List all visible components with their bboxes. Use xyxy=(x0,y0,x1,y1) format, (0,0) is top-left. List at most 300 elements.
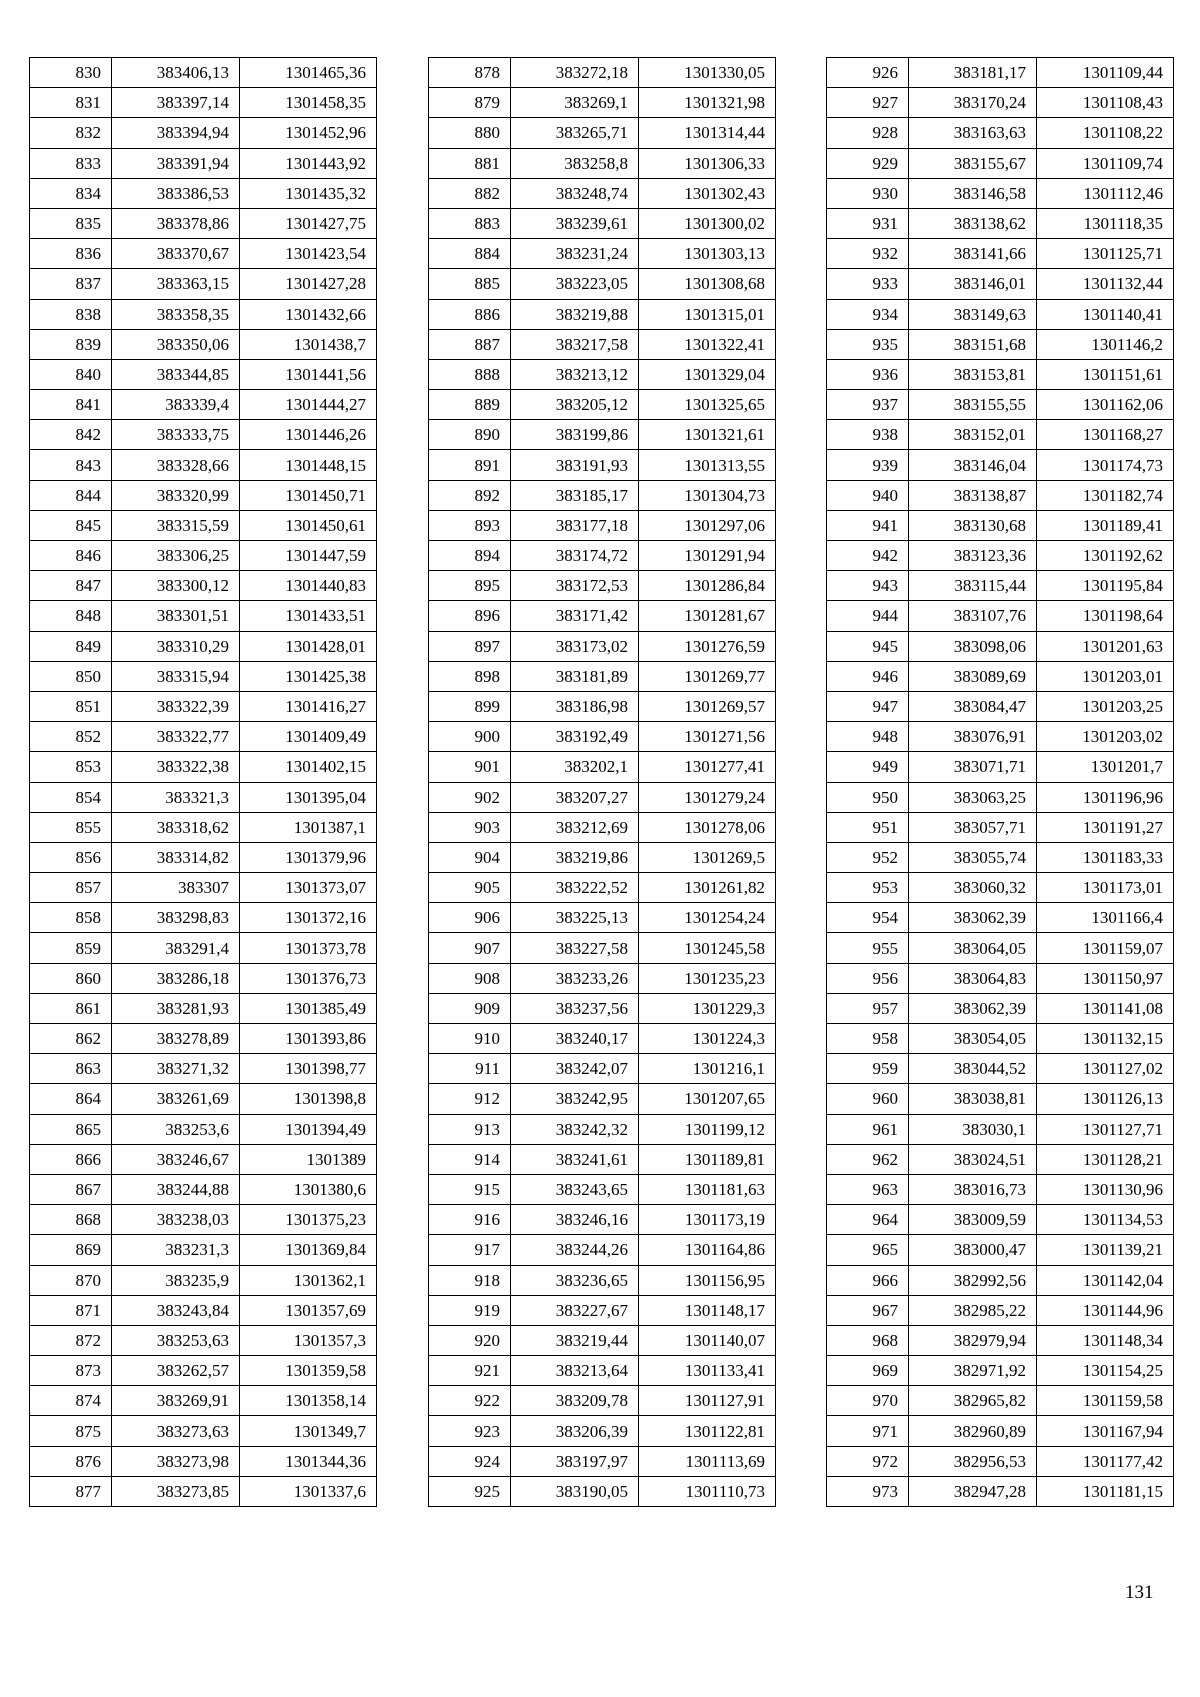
point-number-cell: 946 xyxy=(827,661,909,691)
y-coordinate-cell: 1301297,06 xyxy=(639,510,776,540)
point-number-cell: 907 xyxy=(429,933,511,963)
point-number-cell: 840 xyxy=(30,359,112,389)
x-coordinate-cell: 383219,44 xyxy=(511,1325,639,1355)
x-coordinate-cell: 383138,87 xyxy=(909,480,1037,510)
x-coordinate-cell: 383242,07 xyxy=(511,1054,639,1084)
x-coordinate-cell: 383155,67 xyxy=(909,148,1037,178)
point-number-cell: 951 xyxy=(827,812,909,842)
y-coordinate-cell: 1301398,8 xyxy=(240,1084,377,1114)
point-number-cell: 879 xyxy=(429,88,511,118)
x-coordinate-cell: 383273,85 xyxy=(112,1476,240,1506)
table-row xyxy=(429,299,776,329)
table-row xyxy=(30,812,377,842)
y-coordinate-cell: 1301358,14 xyxy=(240,1386,377,1416)
x-coordinate-cell: 383235,9 xyxy=(112,1265,240,1295)
x-coordinate-cell: 383089,69 xyxy=(909,661,1037,691)
table-row xyxy=(429,1114,776,1144)
x-coordinate-cell: 383253,63 xyxy=(112,1325,240,1355)
y-coordinate-cell: 1301201,7 xyxy=(1037,752,1174,782)
x-coordinate-cell: 383146,04 xyxy=(909,450,1037,480)
y-coordinate-cell: 1301321,61 xyxy=(639,420,776,450)
y-coordinate-cell: 1301156,95 xyxy=(639,1265,776,1295)
point-number-cell: 896 xyxy=(429,601,511,631)
table-row xyxy=(827,691,1174,721)
x-coordinate-cell: 383055,74 xyxy=(909,842,1037,872)
x-coordinate-cell: 383227,67 xyxy=(511,1295,639,1325)
x-coordinate-cell: 383237,56 xyxy=(511,993,639,1023)
y-coordinate-cell: 1301450,71 xyxy=(240,480,377,510)
coordinates-table-body xyxy=(827,58,1174,1507)
y-coordinate-cell: 1301261,82 xyxy=(639,873,776,903)
y-coordinate-cell: 1301199,12 xyxy=(639,1114,776,1144)
y-coordinate-cell: 1301245,58 xyxy=(639,933,776,963)
point-number-cell: 929 xyxy=(827,148,909,178)
point-number-cell: 900 xyxy=(429,722,511,752)
x-coordinate-cell: 383063,25 xyxy=(909,782,1037,812)
point-number-cell: 943 xyxy=(827,571,909,601)
x-coordinate-cell: 383322,38 xyxy=(112,752,240,782)
table-row xyxy=(30,420,377,450)
table-row xyxy=(827,1476,1174,1506)
y-coordinate-cell: 1301373,78 xyxy=(240,933,377,963)
y-coordinate-cell: 1301435,32 xyxy=(240,178,377,208)
table-row xyxy=(429,661,776,691)
x-coordinate-cell: 383171,42 xyxy=(511,601,639,631)
x-coordinate-cell: 383219,88 xyxy=(511,299,639,329)
y-coordinate-cell: 1301269,5 xyxy=(639,842,776,872)
x-coordinate-cell: 383219,86 xyxy=(511,842,639,872)
table-row xyxy=(827,722,1174,752)
table-row xyxy=(30,993,377,1023)
table-row xyxy=(827,299,1174,329)
x-coordinate-cell: 383190,05 xyxy=(511,1476,639,1506)
y-coordinate-cell: 1301140,07 xyxy=(639,1325,776,1355)
x-coordinate-cell: 383009,59 xyxy=(909,1205,1037,1235)
point-number-cell: 892 xyxy=(429,480,511,510)
x-coordinate-cell: 383298,83 xyxy=(112,903,240,933)
point-number-cell: 927 xyxy=(827,88,909,118)
x-coordinate-cell: 383062,39 xyxy=(909,993,1037,1023)
point-number-cell: 964 xyxy=(827,1205,909,1235)
table-row xyxy=(429,1295,776,1325)
y-coordinate-cell: 1301452,96 xyxy=(240,118,377,148)
y-coordinate-cell: 1301159,58 xyxy=(1037,1386,1174,1416)
table-row xyxy=(429,722,776,752)
y-coordinate-cell: 1301279,24 xyxy=(639,782,776,812)
y-coordinate-cell: 1301173,19 xyxy=(639,1205,776,1235)
x-coordinate-cell: 383173,02 xyxy=(511,631,639,661)
table-row xyxy=(429,178,776,208)
table-row xyxy=(30,933,377,963)
table-row xyxy=(30,1325,377,1355)
table-row xyxy=(429,752,776,782)
y-coordinate-cell: 1301427,75 xyxy=(240,208,377,238)
point-number-cell: 959 xyxy=(827,1054,909,1084)
x-coordinate-cell: 382992,56 xyxy=(909,1265,1037,1295)
x-coordinate-cell: 383246,16 xyxy=(511,1205,639,1235)
table-row xyxy=(827,571,1174,601)
table-row xyxy=(827,842,1174,872)
point-number-cell: 887 xyxy=(429,329,511,359)
y-coordinate-cell: 1301132,15 xyxy=(1037,1024,1174,1054)
y-coordinate-cell: 1301191,27 xyxy=(1037,812,1174,842)
table-row xyxy=(827,359,1174,389)
point-number-cell: 954 xyxy=(827,903,909,933)
x-coordinate-cell: 383291,4 xyxy=(112,933,240,963)
point-number-cell: 922 xyxy=(429,1386,511,1416)
table-row xyxy=(30,571,377,601)
y-coordinate-cell: 1301398,77 xyxy=(240,1054,377,1084)
table-row xyxy=(827,1295,1174,1325)
table-row xyxy=(429,118,776,148)
y-coordinate-cell: 1301133,41 xyxy=(639,1356,776,1386)
point-number-cell: 885 xyxy=(429,269,511,299)
table-row xyxy=(30,661,377,691)
table-row xyxy=(827,208,1174,238)
point-number-cell: 960 xyxy=(827,1084,909,1114)
table-row xyxy=(30,1265,377,1295)
table-row xyxy=(429,1174,776,1204)
y-coordinate-cell: 1301409,49 xyxy=(240,722,377,752)
y-coordinate-cell: 1301432,66 xyxy=(240,299,377,329)
y-coordinate-cell: 1301427,28 xyxy=(240,269,377,299)
y-coordinate-cell: 1301337,6 xyxy=(240,1476,377,1506)
y-coordinate-cell: 1301281,67 xyxy=(639,601,776,631)
table-row xyxy=(827,390,1174,420)
y-coordinate-cell: 1301304,73 xyxy=(639,480,776,510)
point-number-cell: 861 xyxy=(30,993,112,1023)
y-coordinate-cell: 1301142,04 xyxy=(1037,1265,1174,1295)
y-coordinate-cell: 1301416,27 xyxy=(240,691,377,721)
point-number-cell: 871 xyxy=(30,1295,112,1325)
table-row xyxy=(429,1235,776,1265)
y-coordinate-cell: 1301148,34 xyxy=(1037,1325,1174,1355)
table-row xyxy=(827,510,1174,540)
table-row xyxy=(429,1024,776,1054)
y-coordinate-cell: 1301110,73 xyxy=(639,1476,776,1506)
table-row xyxy=(30,1295,377,1325)
x-coordinate-cell: 383243,65 xyxy=(511,1174,639,1204)
x-coordinate-cell: 383213,64 xyxy=(511,1356,639,1386)
y-coordinate-cell: 1301122,81 xyxy=(639,1416,776,1446)
table-row xyxy=(30,1054,377,1084)
x-coordinate-cell: 383057,71 xyxy=(909,812,1037,842)
y-coordinate-cell: 1301235,23 xyxy=(639,963,776,993)
y-coordinate-cell: 1301277,41 xyxy=(639,752,776,782)
y-coordinate-cell: 1301443,92 xyxy=(240,148,377,178)
table-row xyxy=(827,1205,1174,1235)
table-row xyxy=(30,269,377,299)
point-number-cell: 833 xyxy=(30,148,112,178)
table-row xyxy=(30,1144,377,1174)
x-coordinate-cell: 383191,93 xyxy=(511,450,639,480)
point-number-cell: 962 xyxy=(827,1144,909,1174)
x-coordinate-cell: 383328,66 xyxy=(112,450,240,480)
x-coordinate-cell: 383358,35 xyxy=(112,299,240,329)
table-row xyxy=(429,993,776,1023)
point-number-cell: 932 xyxy=(827,239,909,269)
point-number-cell: 897 xyxy=(429,631,511,661)
y-coordinate-cell: 1301385,49 xyxy=(240,993,377,1023)
point-number-cell: 832 xyxy=(30,118,112,148)
table-row xyxy=(30,1024,377,1054)
table-row xyxy=(30,359,377,389)
table-row xyxy=(827,58,1174,88)
y-coordinate-cell: 1301444,27 xyxy=(240,390,377,420)
y-coordinate-cell: 1301465,36 xyxy=(240,58,377,88)
x-coordinate-cell: 383315,94 xyxy=(112,661,240,691)
x-coordinate-cell: 383397,14 xyxy=(112,88,240,118)
point-number-cell: 958 xyxy=(827,1024,909,1054)
point-number-cell: 839 xyxy=(30,329,112,359)
point-number-cell: 949 xyxy=(827,752,909,782)
x-coordinate-cell: 383064,05 xyxy=(909,933,1037,963)
x-coordinate-cell: 383174,72 xyxy=(511,541,639,571)
y-coordinate-cell: 1301108,43 xyxy=(1037,88,1174,118)
point-number-cell: 891 xyxy=(429,450,511,480)
point-number-cell: 880 xyxy=(429,118,511,148)
point-number-cell: 830 xyxy=(30,58,112,88)
y-coordinate-cell: 1301154,25 xyxy=(1037,1356,1174,1386)
point-number-cell: 858 xyxy=(30,903,112,933)
y-coordinate-cell: 1301278,06 xyxy=(639,812,776,842)
point-number-cell: 863 xyxy=(30,1054,112,1084)
x-coordinate-cell: 383016,73 xyxy=(909,1174,1037,1204)
table-row xyxy=(30,1205,377,1235)
x-coordinate-cell: 383258,8 xyxy=(511,148,639,178)
x-coordinate-cell: 383322,39 xyxy=(112,691,240,721)
x-coordinate-cell: 383044,52 xyxy=(909,1054,1037,1084)
table-row xyxy=(429,1416,776,1446)
table-row xyxy=(30,148,377,178)
point-number-cell: 957 xyxy=(827,993,909,1023)
x-coordinate-cell: 383386,53 xyxy=(112,178,240,208)
point-number-cell: 917 xyxy=(429,1235,511,1265)
point-number-cell: 893 xyxy=(429,510,511,540)
x-coordinate-cell: 383286,18 xyxy=(112,963,240,993)
y-coordinate-cell: 1301291,94 xyxy=(639,541,776,571)
table-row xyxy=(827,480,1174,510)
x-coordinate-cell: 383199,86 xyxy=(511,420,639,450)
y-coordinate-cell: 1301203,01 xyxy=(1037,661,1174,691)
y-coordinate-cell: 1301141,08 xyxy=(1037,993,1174,1023)
y-coordinate-cell: 1301254,24 xyxy=(639,903,776,933)
point-number-cell: 903 xyxy=(429,812,511,842)
table-row xyxy=(30,1174,377,1204)
table-row xyxy=(429,1325,776,1355)
point-number-cell: 904 xyxy=(429,842,511,872)
x-coordinate-cell: 383209,78 xyxy=(511,1386,639,1416)
x-coordinate-cell: 383301,51 xyxy=(112,601,240,631)
table-row xyxy=(429,420,776,450)
y-coordinate-cell: 1301423,54 xyxy=(240,239,377,269)
x-coordinate-cell: 383339,4 xyxy=(112,390,240,420)
x-coordinate-cell: 383242,32 xyxy=(511,1114,639,1144)
x-coordinate-cell: 383151,68 xyxy=(909,329,1037,359)
x-coordinate-cell: 383181,89 xyxy=(511,661,639,691)
y-coordinate-cell: 1301148,17 xyxy=(639,1295,776,1325)
table-row xyxy=(827,812,1174,842)
y-coordinate-cell: 1301369,84 xyxy=(240,1235,377,1265)
point-number-cell: 947 xyxy=(827,691,909,721)
table-row xyxy=(827,1024,1174,1054)
y-coordinate-cell: 1301127,02 xyxy=(1037,1054,1174,1084)
x-coordinate-cell: 383181,17 xyxy=(909,58,1037,88)
y-coordinate-cell: 1301118,35 xyxy=(1037,208,1174,238)
table-row xyxy=(827,118,1174,148)
coordinates-table-1 xyxy=(29,57,377,1507)
x-coordinate-cell: 383064,83 xyxy=(909,963,1037,993)
x-coordinate-cell: 383155,55 xyxy=(909,390,1037,420)
point-number-cell: 844 xyxy=(30,480,112,510)
point-number-cell: 908 xyxy=(429,963,511,993)
x-coordinate-cell: 383394,94 xyxy=(112,118,240,148)
point-number-cell: 850 xyxy=(30,661,112,691)
point-number-cell: 966 xyxy=(827,1265,909,1295)
x-coordinate-cell: 382956,53 xyxy=(909,1446,1037,1476)
y-coordinate-cell: 1301321,98 xyxy=(639,88,776,118)
point-number-cell: 926 xyxy=(827,58,909,88)
x-coordinate-cell: 383241,61 xyxy=(511,1144,639,1174)
y-coordinate-cell: 1301181,15 xyxy=(1037,1476,1174,1506)
point-number-cell: 901 xyxy=(429,752,511,782)
x-coordinate-cell: 383197,97 xyxy=(511,1446,639,1476)
point-number-cell: 882 xyxy=(429,178,511,208)
point-number-cell: 940 xyxy=(827,480,909,510)
point-number-cell: 883 xyxy=(429,208,511,238)
y-coordinate-cell: 1301372,16 xyxy=(240,903,377,933)
point-number-cell: 854 xyxy=(30,782,112,812)
table-row xyxy=(827,239,1174,269)
x-coordinate-cell: 383236,65 xyxy=(511,1265,639,1295)
table-row xyxy=(429,903,776,933)
y-coordinate-cell: 1301216,1 xyxy=(639,1054,776,1084)
y-coordinate-cell: 1301269,77 xyxy=(639,661,776,691)
point-number-cell: 950 xyxy=(827,782,909,812)
point-number-cell: 963 xyxy=(827,1174,909,1204)
point-number-cell: 937 xyxy=(827,390,909,420)
point-number-cell: 862 xyxy=(30,1024,112,1054)
y-coordinate-cell: 1301229,3 xyxy=(639,993,776,1023)
table-row xyxy=(827,88,1174,118)
table-row xyxy=(827,1386,1174,1416)
x-coordinate-cell: 383202,1 xyxy=(511,752,639,782)
point-number-cell: 873 xyxy=(30,1356,112,1386)
y-coordinate-cell: 1301182,74 xyxy=(1037,480,1174,510)
point-number-cell: 941 xyxy=(827,510,909,540)
x-coordinate-cell: 382960,89 xyxy=(909,1416,1037,1446)
point-number-cell: 952 xyxy=(827,842,909,872)
point-number-cell: 890 xyxy=(429,420,511,450)
y-coordinate-cell: 1301159,07 xyxy=(1037,933,1174,963)
point-number-cell: 969 xyxy=(827,1356,909,1386)
point-number-cell: 910 xyxy=(429,1024,511,1054)
point-number-cell: 866 xyxy=(30,1144,112,1174)
y-coordinate-cell: 1301109,74 xyxy=(1037,148,1174,178)
table-row xyxy=(827,661,1174,691)
y-coordinate-cell: 1301177,42 xyxy=(1037,1446,1174,1476)
table-row xyxy=(827,1054,1174,1084)
table-row xyxy=(30,541,377,571)
table-row xyxy=(429,208,776,238)
y-coordinate-cell: 1301189,81 xyxy=(639,1144,776,1174)
table-row xyxy=(429,148,776,178)
table-row xyxy=(30,1476,377,1506)
x-coordinate-cell: 383153,81 xyxy=(909,359,1037,389)
table-row xyxy=(30,691,377,721)
table-row xyxy=(429,1265,776,1295)
point-number-cell: 944 xyxy=(827,601,909,631)
table-row xyxy=(429,329,776,359)
point-number-cell: 930 xyxy=(827,178,909,208)
x-coordinate-cell: 383207,27 xyxy=(511,782,639,812)
coordinates-table-body xyxy=(30,58,377,1507)
x-coordinate-cell: 383333,75 xyxy=(112,420,240,450)
table-row xyxy=(827,933,1174,963)
point-number-cell: 853 xyxy=(30,752,112,782)
x-coordinate-cell: 383141,66 xyxy=(909,239,1037,269)
y-coordinate-cell: 1301126,13 xyxy=(1037,1084,1174,1114)
table-row xyxy=(827,631,1174,661)
y-coordinate-cell: 1301198,64 xyxy=(1037,601,1174,631)
x-coordinate-cell: 383370,67 xyxy=(112,239,240,269)
table-row xyxy=(30,601,377,631)
x-coordinate-cell: 383186,98 xyxy=(511,691,639,721)
point-number-cell: 872 xyxy=(30,1325,112,1355)
point-number-cell: 859 xyxy=(30,933,112,963)
table-row xyxy=(30,299,377,329)
table-row xyxy=(429,812,776,842)
y-coordinate-cell: 1301167,94 xyxy=(1037,1416,1174,1446)
table-row xyxy=(30,842,377,872)
table-row xyxy=(827,1446,1174,1476)
x-coordinate-cell: 383278,89 xyxy=(112,1024,240,1054)
table-row xyxy=(429,359,776,389)
table-row xyxy=(30,178,377,208)
y-coordinate-cell: 1301375,23 xyxy=(240,1205,377,1235)
x-coordinate-cell: 383238,03 xyxy=(112,1205,240,1235)
table-row xyxy=(30,390,377,420)
x-coordinate-cell: 383030,1 xyxy=(909,1114,1037,1144)
table-row xyxy=(827,601,1174,631)
table-row xyxy=(429,601,776,631)
x-coordinate-cell: 382985,22 xyxy=(909,1295,1037,1325)
point-number-cell: 843 xyxy=(30,450,112,480)
point-number-cell: 968 xyxy=(827,1325,909,1355)
y-coordinate-cell: 1301446,26 xyxy=(240,420,377,450)
x-coordinate-cell: 383233,26 xyxy=(511,963,639,993)
y-coordinate-cell: 1301173,01 xyxy=(1037,873,1174,903)
x-coordinate-cell: 383071,71 xyxy=(909,752,1037,782)
point-number-cell: 956 xyxy=(827,963,909,993)
y-coordinate-cell: 1301357,3 xyxy=(240,1325,377,1355)
x-coordinate-cell: 383152,01 xyxy=(909,420,1037,450)
x-coordinate-cell: 383406,13 xyxy=(112,58,240,88)
table-row xyxy=(429,963,776,993)
y-coordinate-cell: 1301201,63 xyxy=(1037,631,1174,661)
y-coordinate-cell: 1301127,71 xyxy=(1037,1114,1174,1144)
table-row xyxy=(827,1416,1174,1446)
y-coordinate-cell: 1301440,83 xyxy=(240,571,377,601)
table-row xyxy=(429,269,776,299)
point-number-cell: 857 xyxy=(30,873,112,903)
table-row xyxy=(827,1325,1174,1355)
point-number-cell: 973 xyxy=(827,1476,909,1506)
point-number-cell: 942 xyxy=(827,541,909,571)
y-coordinate-cell: 1301207,65 xyxy=(639,1084,776,1114)
x-coordinate-cell: 383076,91 xyxy=(909,722,1037,752)
table-row xyxy=(30,510,377,540)
